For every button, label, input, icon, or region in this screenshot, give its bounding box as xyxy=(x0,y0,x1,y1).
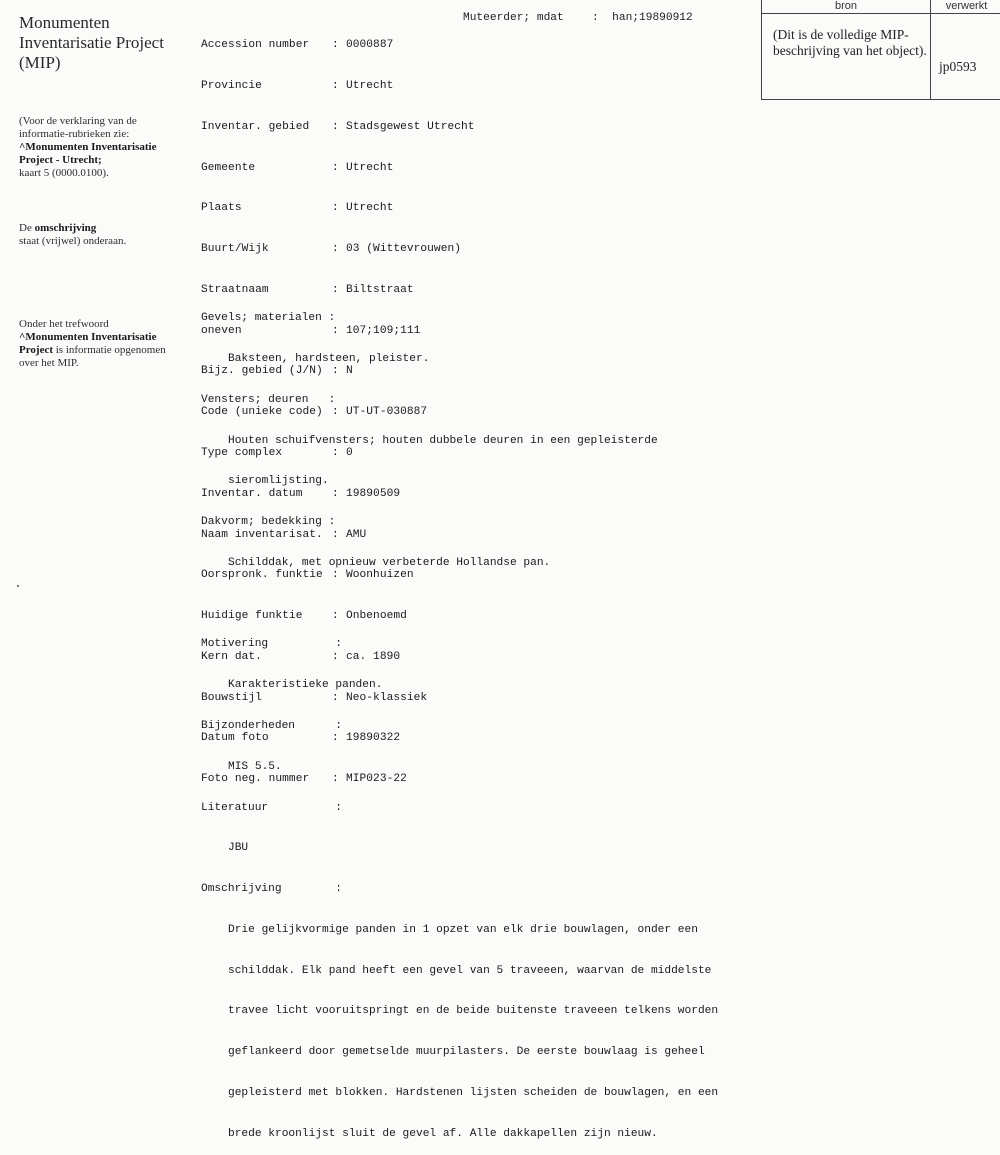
field-value: Onbenoemd xyxy=(346,610,407,623)
omschrijving-line: gepleisterd met blokken. Hardstenen lijsten scheiden de bouwlagen, en een xyxy=(228,1087,719,1100)
note-text: (Voor de verklaring van de informatie-rubrieken zie: xyxy=(19,115,137,140)
field-value: 107;109;111 xyxy=(346,324,421,337)
description-block xyxy=(201,285,761,1155)
field-value: UT-UT-030887 xyxy=(346,406,428,419)
scan-speck xyxy=(17,585,19,587)
field-colon: : xyxy=(332,650,339,663)
vensters-text: sieromlijsting. xyxy=(228,475,329,488)
field-row xyxy=(201,39,475,53)
bijzonderheden-label: Bijzonderheden : xyxy=(201,720,342,732)
vensters-label: Vensters; deuren : xyxy=(201,393,336,406)
field-label: Straatnaam xyxy=(201,283,269,296)
field-label: Kern dat. xyxy=(201,650,262,663)
field-label: oneven xyxy=(201,324,242,337)
field-value: 0000887 xyxy=(346,39,394,52)
literatuur-label: Literatuur : xyxy=(201,801,342,814)
note-text: kaart 5 (0000.0100). xyxy=(19,167,109,179)
omschrijving-line: geflankeerd door gemetselde muurpilasters. De eerste bouwlaag is geheel xyxy=(228,1046,705,1059)
mutator-field xyxy=(463,12,693,26)
field-value: 03 (Wittevrouwen) xyxy=(346,243,461,256)
header-verwerkt: verwerkt xyxy=(930,0,1000,14)
field-colon: : xyxy=(332,283,339,296)
field-colon: : xyxy=(332,773,339,786)
field-label: Naam inventarisat. xyxy=(201,528,323,541)
field-row xyxy=(201,121,475,135)
omschrijving-line: schilddak. Elk pand heeft een gevel van 5 traveeen, waarvan de middelste xyxy=(228,964,712,977)
field-colon: : xyxy=(332,691,339,704)
field-value: N xyxy=(346,365,353,378)
field-colon: : xyxy=(332,324,339,337)
source-table xyxy=(761,0,1000,100)
left-note-trefwoord xyxy=(19,318,179,370)
field-value: AMU xyxy=(346,528,367,541)
field-colon: : xyxy=(332,39,339,52)
field-label: Bouwstijl xyxy=(201,691,262,704)
left-note-verklaring xyxy=(19,115,179,180)
field-row xyxy=(201,162,475,176)
field-colon: : xyxy=(332,732,339,745)
field-value: MIP023-22 xyxy=(346,773,407,786)
field-colon: : xyxy=(332,202,339,215)
motivering-text: Karakteristieke panden. xyxy=(228,679,383,692)
field-label: Huidige funktie xyxy=(201,610,303,623)
field-colon: : xyxy=(332,487,339,500)
field-value: Utrecht xyxy=(346,202,394,215)
gevels-label: Gevels; materialen : xyxy=(201,312,336,325)
field-label: Inventar. gebied xyxy=(201,120,310,133)
field-colon: : xyxy=(332,79,339,92)
field-row xyxy=(201,202,475,216)
field-colon: : xyxy=(332,610,339,623)
left-note-omschrijving xyxy=(19,222,179,248)
field-value: ca. 1890 xyxy=(346,650,401,663)
field-label: Inventar. datum xyxy=(201,487,303,500)
field-colon: : xyxy=(332,569,339,582)
note-reference: ^Monumenten Inventarisatie Project - Utrecht; xyxy=(19,141,157,166)
field-value: 0 xyxy=(346,447,353,459)
omschrijving-line: Drie gelijkvormige panden in 1 opzet van elk drie bouwlagen, onder een xyxy=(228,923,698,936)
verwerkt-code: jp0593 xyxy=(939,59,977,74)
field-value: Stadsgewest Utrecht xyxy=(346,120,475,133)
note-text: Onder het trefwoord xyxy=(19,318,109,330)
note-text: is informatie opgenomen over het MIP. xyxy=(19,344,166,369)
field-value: Neo-klassiek xyxy=(346,691,428,704)
column-divider xyxy=(930,14,931,99)
omschrijving-line: brede kroonlijst sluit de gevel af. Alle dakkapellen zijn nieuw. xyxy=(228,1127,658,1140)
field-value: 19890509 xyxy=(346,487,401,500)
field-colon: : xyxy=(332,406,339,419)
field-label: Oorspronk. funktie xyxy=(201,569,323,582)
header-bron: bron xyxy=(762,0,930,14)
bron-text: (Dit is de volledige MIP-beschrijving van het object). xyxy=(773,27,927,58)
field-value: Biltstraat xyxy=(346,283,414,296)
field-row xyxy=(201,80,475,94)
field-label: Datum foto xyxy=(201,732,269,745)
field-value: Utrecht xyxy=(346,161,394,174)
field-label: Provincie xyxy=(201,79,262,92)
dakvorm-label: Dakvorm; bedekking : xyxy=(201,516,336,529)
mutator-value: han;19890912 xyxy=(612,12,693,24)
field-colon: : xyxy=(592,12,613,24)
field-label: Bijz. gebied (J/N) xyxy=(201,365,323,378)
note-keyword: omschrijving xyxy=(34,222,97,234)
field-row xyxy=(201,243,475,257)
field-colon: : xyxy=(332,528,339,541)
field-label: Plaats xyxy=(201,202,242,215)
field-colon: : xyxy=(332,365,339,378)
field-colon: : xyxy=(332,120,339,133)
note-text: staat (vrijwel) onderaan. xyxy=(19,235,127,247)
field-label: Foto neg. nummer xyxy=(201,773,310,786)
field-value: 19890322 xyxy=(346,732,401,745)
gevels-text: Baksteen, hardsteen, pleister. xyxy=(228,352,430,365)
mutator-label: Muteerder; mdat xyxy=(463,12,564,24)
field-label: Type complex xyxy=(201,447,283,459)
omschrijving-line: travee licht vooruitspringt en de beide buitenste traveeen telkens worden xyxy=(228,1005,719,1018)
field-label: Gemeente xyxy=(201,161,256,174)
field-label: Code (unieke code) xyxy=(201,406,323,419)
field-label: Accession number xyxy=(201,39,310,52)
field-value: Woonhuizen xyxy=(346,569,414,582)
bijzonderheden-text: MIS 5.5. xyxy=(228,760,282,773)
blank-line xyxy=(201,598,761,612)
field-colon: : xyxy=(332,243,339,256)
note-text: De xyxy=(19,222,32,234)
page-title: Monumenten Inventarisatie Project (MIP) xyxy=(19,13,164,72)
field-colon: : xyxy=(332,161,339,174)
vensters-text: Houten schuifvensters; houten dubbele deuren in een gepleisterde xyxy=(228,434,658,447)
motivering-label: Motivering : xyxy=(201,638,342,651)
field-label: Buurt/Wijk xyxy=(201,243,269,256)
dakvorm-text: Schilddak, met opnieuw verbeterde Hollandse pan. xyxy=(228,556,551,569)
omschrijving-label: Omschrijving : xyxy=(201,883,342,896)
note-reference: ^Monumenten Inventarisatie Project xyxy=(19,331,157,356)
field-value: Utrecht xyxy=(346,79,394,92)
literatuur-text: JBU xyxy=(228,842,249,855)
field-colon: : xyxy=(332,447,339,459)
